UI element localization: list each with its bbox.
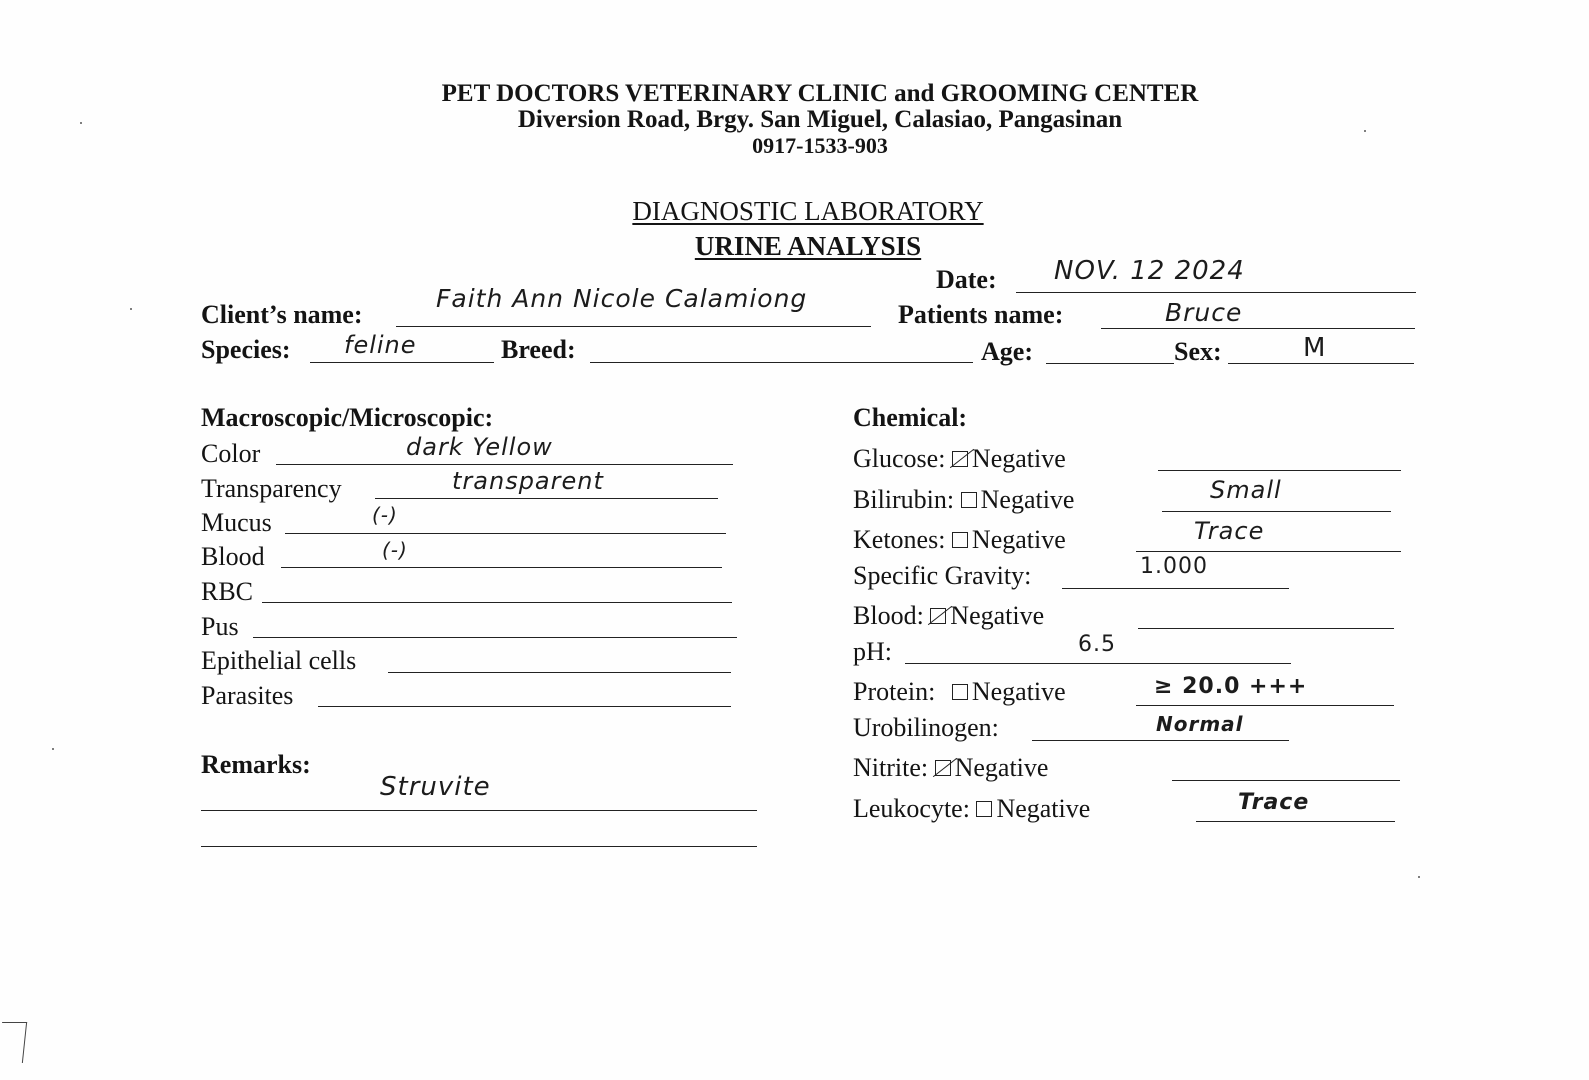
- chem-row-ketones: [853, 525, 1066, 555]
- chem-row-leukocyte: [853, 794, 1090, 824]
- macro-label-parasites: Parasites: [201, 681, 294, 710]
- bilirubin-negative-label: Negative: [980, 485, 1075, 514]
- protein-negative-checkbox[interactable]: [952, 684, 968, 700]
- date-label: Date:: [936, 265, 997, 294]
- macro-label-epithelial: Epithelial cells: [201, 646, 357, 675]
- glucose-negative-label: Negative: [971, 444, 1066, 473]
- macro-value-blood: (-): [382, 538, 408, 562]
- chem-label-urobilinogen: Urobilinogen:: [853, 713, 999, 742]
- blood-negative-label: Negative: [950, 601, 1045, 630]
- macro-line-mucus: [285, 533, 726, 534]
- nitrite-negative-label: Negative: [954, 753, 1049, 782]
- macro-label-color: Color: [201, 439, 261, 468]
- chem-row-bilirubin: [853, 485, 1074, 515]
- paper-speck: [52, 748, 54, 750]
- chem-row-protein: [853, 677, 1066, 707]
- chem-line-glucose: [1158, 470, 1401, 471]
- paper-speck: [130, 308, 132, 310]
- species-line: [310, 362, 494, 363]
- ketones-negative-label: Negative: [971, 525, 1066, 554]
- paper-speck: [1364, 130, 1366, 132]
- chem-value-urobilinogen: Normal: [1156, 712, 1244, 736]
- sex-label: Sex:: [1174, 337, 1222, 366]
- macro-line-parasites: [318, 706, 731, 707]
- chemical-heading: Chemical:: [853, 403, 968, 432]
- chem-label-leukocyte: Leukocyte:: [853, 794, 970, 823]
- bilirubin-negative-checkbox[interactable]: [961, 492, 977, 508]
- species-label: Species:: [201, 335, 291, 364]
- protein-negative-label: Negative: [971, 677, 1066, 706]
- chem-value-bilirubin: Small: [1210, 476, 1282, 504]
- sex-line: [1228, 363, 1414, 364]
- patient-name-line: [1101, 328, 1415, 329]
- chem-value-leukocyte: Trace: [1238, 790, 1310, 815]
- leukocyte-negative-label: Negative: [996, 794, 1091, 823]
- clinic-address: Diversion Road, Brgy. San Miguel, Calasiao, Pangasinan: [517, 106, 1123, 133]
- macro-line-epithelial: [388, 672, 731, 673]
- macro-value-transparency: transparent: [452, 467, 604, 495]
- macro-label-transparency: Transparency: [201, 474, 342, 503]
- blood-negative-checkbox[interactable]: [930, 608, 946, 624]
- test-title: URINE ANALYSIS: [694, 231, 922, 261]
- chem-row-glucose: [853, 444, 1066, 474]
- chem-line-ketones: [1136, 551, 1401, 552]
- client-name-value: Faith Ann Nicole Calamiong: [436, 284, 808, 313]
- macro-value-mucus: (-): [372, 503, 398, 527]
- chem-label-ketones: Ketones:: [853, 525, 946, 554]
- client-name-label: Client’s name:: [201, 300, 363, 329]
- age-label: Age:: [981, 337, 1033, 366]
- macro-label-rbc: RBC: [201, 577, 254, 606]
- chem-line-leukocyte: [1196, 821, 1395, 822]
- macro-line-rbc: [262, 602, 732, 603]
- clinic-phone: 0917-1533-903: [752, 133, 888, 158]
- macro-label-mucus: Mucus: [201, 508, 272, 537]
- breed-label: Breed:: [501, 335, 576, 364]
- patient-name-value: Bruce: [1165, 298, 1243, 327]
- paper-speck: [80, 122, 82, 124]
- chem-line-nitrite: [1172, 780, 1400, 781]
- folded-corner: [0, 1022, 27, 1063]
- remarks-line-2: [201, 846, 757, 847]
- remarks-label: Remarks:: [201, 750, 311, 779]
- breed-line: [590, 362, 973, 363]
- date-line: [1016, 292, 1416, 293]
- macro-line-color: [276, 464, 733, 465]
- chem-label-glucose: Glucose:: [853, 444, 946, 473]
- ketones-negative-checkbox[interactable]: [952, 532, 968, 548]
- chem-line-ph: [905, 663, 1291, 664]
- glucose-negative-checkbox[interactable]: [952, 451, 968, 467]
- clinic-name: PET DOCTORS VETERINARY CLINIC and GROOMING CENTER: [441, 80, 1199, 107]
- patient-name-label: Patients name:: [898, 300, 1064, 329]
- leukocyte-negative-checkbox[interactable]: [976, 801, 992, 817]
- chem-line-specific-gravity: [1062, 588, 1289, 589]
- chem-value-ph: 6.5: [1078, 632, 1116, 657]
- chem-label-nitrite: Nitrite:: [853, 753, 929, 782]
- chem-value-ketones: Trace: [1194, 517, 1265, 545]
- department-title: DIAGNOSTIC LABORATORY: [632, 196, 984, 226]
- chem-value-specific-gravity: 1.000: [1140, 554, 1208, 579]
- macro-line-blood: [281, 567, 722, 568]
- chem-line-protein: [1136, 705, 1394, 706]
- chem-label-bilirubin: Bilirubin:: [853, 485, 955, 514]
- chem-label-specific-gravity: Specific Gravity:: [853, 561, 1032, 590]
- remarks-line-1: [201, 810, 757, 811]
- chem-label-protein: Protein:: [853, 677, 936, 706]
- chem-value-protein: ≥ 20.0 +++: [1154, 674, 1308, 699]
- macro-line-transparency: [375, 498, 718, 499]
- macroscopic-heading: Macroscopic/Microscopic:: [201, 403, 494, 432]
- client-name-line: [396, 326, 871, 327]
- macro-label-pus: Pus: [201, 612, 239, 641]
- age-line: [1046, 363, 1174, 364]
- chem-line-blood: [1138, 628, 1394, 629]
- chem-label-ph: pH:: [853, 637, 892, 666]
- date-value: NOV. 12 2024: [1054, 256, 1245, 286]
- macro-line-pus: [253, 637, 737, 638]
- remarks-value: Struvite: [380, 772, 491, 802]
- chem-label-blood: Blood:: [853, 601, 924, 630]
- nitrite-negative-checkbox[interactable]: [935, 760, 951, 776]
- chem-line-urobilinogen: [1032, 740, 1289, 741]
- species-value: feline: [344, 331, 417, 359]
- macro-label-blood: Blood: [201, 542, 265, 571]
- macro-value-color: dark Yellow: [406, 433, 553, 461]
- chem-line-bilirubin: [1162, 511, 1391, 512]
- chem-row-blood: [853, 601, 1044, 631]
- sex-value: M: [1303, 333, 1327, 363]
- chem-row-nitrite: [853, 753, 1048, 783]
- paper-speck: [1418, 876, 1420, 878]
